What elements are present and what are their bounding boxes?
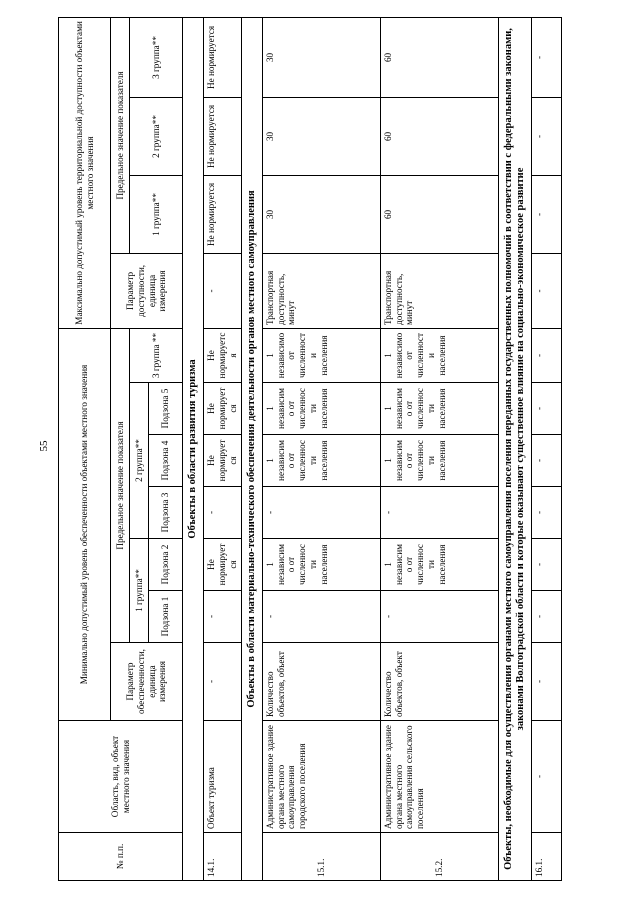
cell-num: 14.1. bbox=[204, 833, 241, 881]
header-num: № п.п. bbox=[59, 833, 183, 881]
cell-subzone-5: Не нормируется bbox=[204, 383, 241, 435]
cell-group-3: - bbox=[532, 328, 562, 382]
header-row-1 bbox=[59, 17, 111, 880]
header-max-group-1: 1 группа** bbox=[130, 175, 183, 253]
cell-subzone-2: 1 независимо от численности населения bbox=[380, 539, 498, 591]
table-row bbox=[380, 17, 498, 880]
header-param-min: Параметр обеспеченности, единица измерения bbox=[111, 643, 183, 721]
header-min-level: Минимально допустимый уровень обеспеченности объектами местного значения bbox=[59, 328, 111, 720]
table-row bbox=[204, 17, 241, 880]
cell-subzone-2: 1 независимо от численности населения bbox=[262, 539, 380, 591]
header-max-group-2: 2 группа** bbox=[130, 97, 183, 175]
cell-name: Административное здание органа местного самоуправления городского поселения bbox=[262, 721, 380, 833]
cell-subzone-5: - bbox=[532, 383, 562, 435]
header-limit-max: Предельное значение показателя bbox=[111, 17, 130, 253]
cell-subzone-3: - bbox=[262, 487, 380, 539]
cell-max-group-1: 60 bbox=[380, 175, 498, 253]
cell-param-max: - bbox=[204, 253, 241, 328]
cell-max-group-2: 30 bbox=[262, 97, 380, 175]
cell-max-group-1: - bbox=[532, 175, 562, 253]
header-group-2: 2 группа** bbox=[130, 383, 149, 539]
table-row bbox=[262, 17, 380, 880]
cell-subzone-3: - bbox=[204, 487, 241, 539]
header-subzone-4: Подзона 4 bbox=[149, 435, 183, 487]
cell-subzone-1: - bbox=[262, 591, 380, 643]
cell-max-group-3: 60 bbox=[380, 17, 498, 97]
header-group-3: 3 группа ** bbox=[130, 328, 183, 382]
cell-subzone-4: 1 независимо от численности населения bbox=[262, 435, 380, 487]
cell-subzone-1: - bbox=[532, 591, 562, 643]
section-row bbox=[183, 17, 204, 880]
cell-subzone-2: Не нормируется bbox=[204, 539, 241, 591]
header-subzone-3: Подзона 3 bbox=[149, 487, 183, 539]
header-subzone-5: Подзона 5 bbox=[149, 383, 183, 435]
cell-max-group-1: Не нормируется bbox=[204, 175, 241, 253]
cell-num: 15.1. bbox=[262, 833, 380, 881]
cell-param: - bbox=[204, 643, 241, 721]
cell-name: Объект туризма bbox=[204, 721, 241, 833]
cell-num: 15.2. bbox=[380, 833, 498, 881]
cell-param-max: - bbox=[532, 253, 562, 328]
cell-subzone-2: - bbox=[532, 539, 562, 591]
cell-subzone-5: 1 независимо от численности населения bbox=[262, 383, 380, 435]
cell-max-group-3: Не нормируется bbox=[204, 17, 241, 97]
page-number: 55 bbox=[38, 440, 50, 452]
section-title: Объекты, необходимые для осуществления органами местного самоуправления поселения переданных государственных полномочий в соответствии с федеральными законами, законами Волгоградской области и которые оказывают существенное влияние на социально-экономическое развитие bbox=[498, 17, 532, 880]
cell-num: 16.1. bbox=[532, 833, 562, 881]
cell-param: Количество объектов, объект bbox=[262, 643, 380, 721]
header-max-group-3: 3 группа** bbox=[130, 17, 183, 97]
section-title: Объекты в области развития туризма bbox=[183, 17, 204, 880]
cell-param-max: Транспортная доступность, минут bbox=[262, 253, 380, 328]
section-title: Объекты в области материально-технического обеспечения деятельности органов местного самоуправления bbox=[241, 17, 262, 880]
cell-subzone-4: 1 независимо от численности населения bbox=[380, 435, 498, 487]
norms-table bbox=[58, 17, 562, 881]
cell-max-group-1: 30 bbox=[262, 175, 380, 253]
cell-group-3: 1 независимо от численности населения bbox=[262, 328, 380, 382]
header-param-max: Параметр доступности, единица измерения bbox=[111, 253, 183, 328]
header-subzone-2: Подзона 2 bbox=[149, 539, 183, 591]
cell-subzone-1: - bbox=[204, 591, 241, 643]
cell-group-3: Не нормируется bbox=[204, 328, 241, 382]
cell-max-group-2: 60 bbox=[380, 97, 498, 175]
header-area: Область, вид, объект местного значения bbox=[59, 721, 183, 833]
header-max-level: Максимально допустимый уровень территориальной доступности объектами местного значения bbox=[59, 17, 111, 328]
cell-subzone-4: Не нормируется bbox=[204, 435, 241, 487]
cell-name: Административное здание органа местного самоуправления сельского поселения bbox=[380, 721, 498, 833]
header-limit-min: Предельное значение показателя bbox=[111, 328, 130, 642]
cell-param: - bbox=[532, 643, 562, 721]
cell-max-group-2: Не нормируется bbox=[204, 97, 241, 175]
cell-subzone-3: - bbox=[532, 487, 562, 539]
cell-name: - bbox=[532, 721, 562, 833]
header-group-1: 1 группа** bbox=[130, 539, 149, 643]
cell-param: Количество объектов, объект bbox=[380, 643, 498, 721]
section-row bbox=[241, 17, 262, 880]
rotated-table-container bbox=[58, 18, 594, 881]
cell-group-3: 1 независимо от численности населения bbox=[380, 328, 498, 382]
cell-max-group-3: 30 bbox=[262, 17, 380, 97]
section-row bbox=[498, 17, 532, 880]
cell-param-max: Транспортная доступность, минут bbox=[380, 253, 498, 328]
table-row bbox=[532, 17, 562, 880]
header-subzone-1: Подзона 1 bbox=[149, 591, 183, 643]
cell-subzone-4: - bbox=[532, 435, 562, 487]
cell-subzone-1: - bbox=[380, 591, 498, 643]
cell-subzone-3: - bbox=[380, 487, 498, 539]
cell-max-group-3: - bbox=[532, 17, 562, 97]
cell-subzone-5: 1 независимо от численности населения bbox=[380, 383, 498, 435]
cell-max-group-2: - bbox=[532, 97, 562, 175]
